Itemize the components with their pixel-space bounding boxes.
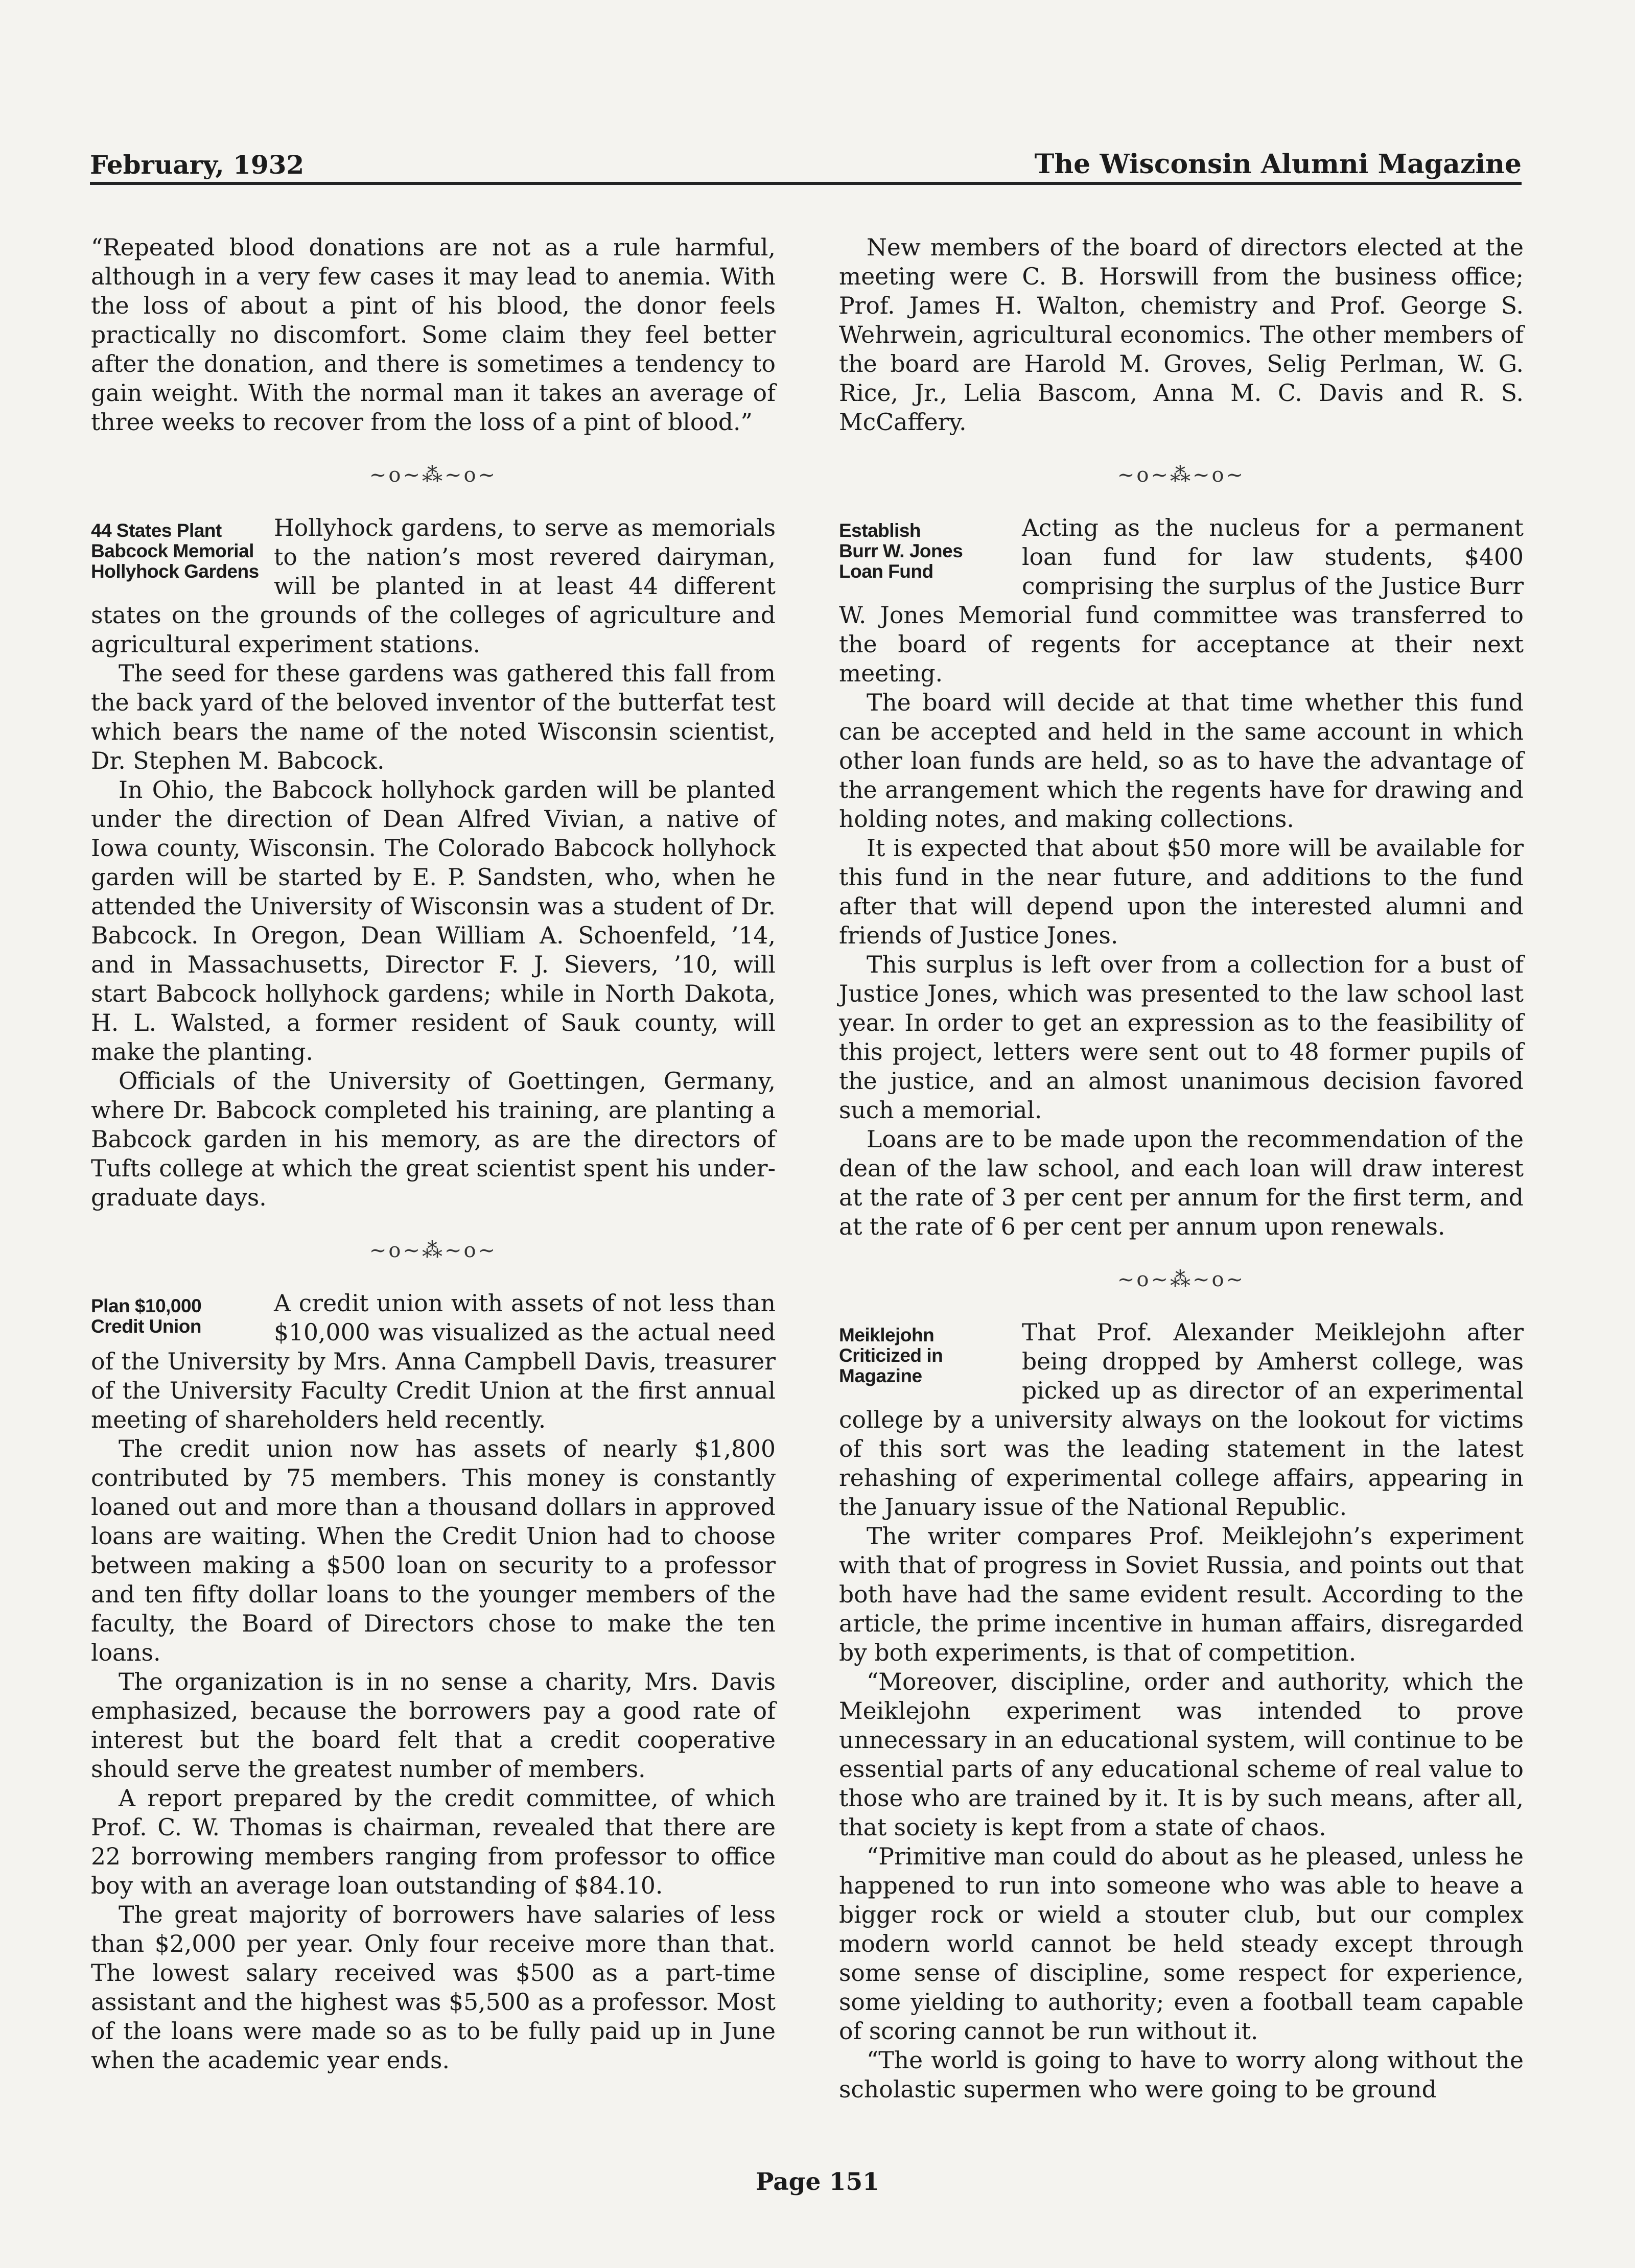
side-heading-line: Meiklejohn — [839, 1325, 935, 1345]
issue-date: February, 1932 — [90, 150, 305, 180]
left-column — [91, 233, 776, 2075]
ornament-divider — [839, 437, 1524, 513]
paragraph: That Prof. Alexander Meiklejohn after being dropped by Amherst college, was picked up as director of an experimental college by a university always on the lookout for victims of this sort was the leading statement in the latest rehashing of experimental college affairs, appearing in the January issue of the National Republic. — [839, 1319, 1524, 1521]
paragraph: The board will decide at that time whether this fund can be accepted and held in the same account in which other loan funds are held, so as to have the advantage of the arrangement which the regents have for drawing and holding notes, and making collections. — [839, 689, 1524, 833]
page-header — [90, 142, 1522, 183]
paragraph: “The world is going to have to worry along without the scholastic supermen who were going to be ground — [839, 2047, 1524, 2103]
side-heading — [91, 521, 264, 582]
paragraph: It is expected that about $50 more will be available for this fund in the near future, and additions to the fund after that will depend upon the interested alumni and friends of Justice Jones. — [839, 835, 1524, 949]
ornament-icon: ~o~⁂~o~ — [369, 463, 498, 487]
board-members-paragraph: New members of the board of directors elected at the meeting were C. B. Horswill from the business office; Prof. James H. Walton, chemistry and Prof. George S. Wehrwein, agricultural economics. The other members of the board are Harold M. Groves, Selig Perlman, W. G. Rice, Jr., Lelia Bascom, Anna M. C. Davis and R. S. McCaffery. — [839, 234, 1524, 436]
paragraph: The seed for these gardens was gathered this fall from the back yard of the beloved inventor of the butterfat test which bears the name of the noted Wisconsin scientist, Dr. Stephen M. Babcock. — [91, 660, 776, 774]
side-heading-line: Hollyhock Gardens — [91, 561, 259, 582]
header-rule — [90, 182, 1522, 185]
side-heading-line: Magazine — [839, 1365, 922, 1386]
side-heading — [91, 1296, 264, 1337]
paragraph: The organization is in no sense a charity, Mrs. Davis emphasized, because the borrowers pay a good rate of interest but the board felt that a credit cooperative should serve the greatest number of members. — [91, 1668, 776, 1783]
magazine-title: The Wisconsin Alumni Magazine — [1034, 149, 1522, 180]
paragraph: In Ohio, the Babcock hollyhock garden will be planted under the direction of Dean Alfred Vivian, a native of Iowa county, Wisconsin. The Colorado Babcock hollyhock garden will be started by E. P. Sandsten, who, when he attended the University of Wisconsin was a student of Dr. Babcock. In Oregon, Dean William A. Schoenfeld, ’14, and in Massachusetts, Director F. J. Sievers, ’10, will start Babcock hollyhock gardens; while in North Dakota, H. L. Walsted, a former resident of Sauk county, will make the planting. — [91, 776, 776, 1066]
paragraph: The credit union now has assets of nearly $1,800 contributed by 75 members. This money is constantly loaned out and more than a thousand dollars in approved loans are waiting. When the Credit Union had to choose between making a $500 loan on security to a professor and ten fifty dollar loans to the younger members of the faculty, the Board of Directors chose to make the ten loans. — [91, 1435, 776, 1666]
paragraph: Officials of the University of Goettingen, Germany, where Dr. Babcock completed his training, are planting a Babcock garden in his memory, as are the directors of Tufts college at which the great scientist spent his under-graduate days. — [91, 1068, 776, 1211]
side-heading-line: Plan $10,000 — [91, 1295, 202, 1316]
side-heading-line: Loan Fund — [839, 561, 933, 582]
hollyhock-article — [91, 513, 776, 1212]
ornament-divider — [91, 1212, 776, 1289]
side-heading-line: Criticized in — [839, 1345, 943, 1366]
right-column — [839, 233, 1524, 2104]
side-heading — [839, 521, 1012, 582]
blood-donation-quote: “Repeated blood donations are not as a rule harmful, although in a very few cases it may lead to anemia. With the loss of about a pint of his blood, the donor feels practically no discomfort. Some claim they feel better after the donation, and there is sometimes a tendency to gain weight. With the normal man it takes an average of three weeks to recover from the loss of a pint of blood.” — [91, 234, 776, 436]
meiklejohn-article — [839, 1318, 1524, 2104]
paragraph: “Primitive man could do about as he pleased, unless he happened to run into someone who was able to heave a bigger rock or wield a stouter club, but our complex modern world cannot be held steady except through some sense of discipline, some respect for experience, some yielding to authority; even a football team capable of scoring cannot be run without it. — [839, 1843, 1524, 2045]
paragraph: Acting as the nucleus for a permanent loan fund for law students, $400 comprising the surplus of the Justice Burr W. Jones Memorial fund committee was transferred to the board of regents for acceptance at their next meeting. — [839, 514, 1524, 687]
page-number: Page 151 — [756, 2168, 879, 2196]
paragraph: “Moreover, discipline, order and authority, which the Meiklejohn experiment was intended to prove unnecessary in an educational system, will continue to be essential parts of any educational scheme of real value to those who are trained by it. It is by such means, after all, that society is kept from a state of chaos. — [839, 1668, 1524, 1841]
paragraph: A report prepared by the credit committee, of which Prof. C. W. Thomas is chairman, revealed that there are 22 borrowing members ranging from professor to office boy with an average loan outstanding of $84.10. — [91, 1785, 776, 1899]
ornament-icon: ~o~⁂~o~ — [1117, 463, 1246, 487]
ornament-icon: ~o~⁂~o~ — [369, 1238, 498, 1262]
side-heading-line: Establish — [839, 520, 921, 541]
paragraph: Loans are to be made upon the recommendation of the dean of the law school, and each loan will draw interest at the rate of 3 per cent per annum for the first term, and at the rate of 6 per cent per annum upon renewals. — [839, 1126, 1524, 1240]
ornament-divider — [91, 437, 776, 513]
credit-union-article — [91, 1289, 776, 2075]
side-heading-line: Credit Union — [91, 1316, 201, 1337]
paragraph: A credit union with assets of not less than $10,000 was visualized as the actual need of the University by Mrs. Anna Campbell Davis, treasurer of the University Faculty Credit Union at the first annual meeting of shareholders held recently. — [91, 1290, 776, 1433]
paragraph: The writer compares Prof. Meiklejohn’s experiment with that of progress in Soviet Russia, and points out that both have had the same evident result. According to the article, the prime incentive in human affairs, disregarded by both experiments, is that of competition. — [839, 1523, 1524, 1666]
paragraph: The great majority of borrowers have salaries of less than $2,000 per year. Only four receive more than that. The lowest salary received was $500 as a part-time assistant and the highest was $5,500 as a professor. Most of the loans were made so as to be fully paid up in June when the academic year ends. — [91, 1901, 776, 2074]
side-heading-line: Burr W. Jones — [839, 540, 963, 561]
ornament-divider — [839, 1241, 1524, 1318]
side-heading-line: 44 States Plant — [91, 520, 222, 541]
side-heading-line: Babcock Memorial — [91, 540, 254, 561]
side-heading — [839, 1325, 1012, 1386]
paragraph: This surplus is left over from a collection for a bust of Justice Jones, which was presented to the law school last year. In order to get an expression as to the feasibility of this project, letters were sent out to 48 former pupils of the justice, and an almost unanimous decision favored such a memorial. — [839, 951, 1524, 1124]
ornament-icon: ~o~⁂~o~ — [1117, 1267, 1246, 1291]
paragraph: Hollyhock gardens, to serve as memorials to the nation’s most revered dairyman, will be planted in at least 44 different states on the grounds of the colleges of agriculture and agricultural experiment stations. — [91, 514, 776, 658]
jones-loan-fund-article — [839, 513, 1524, 1241]
